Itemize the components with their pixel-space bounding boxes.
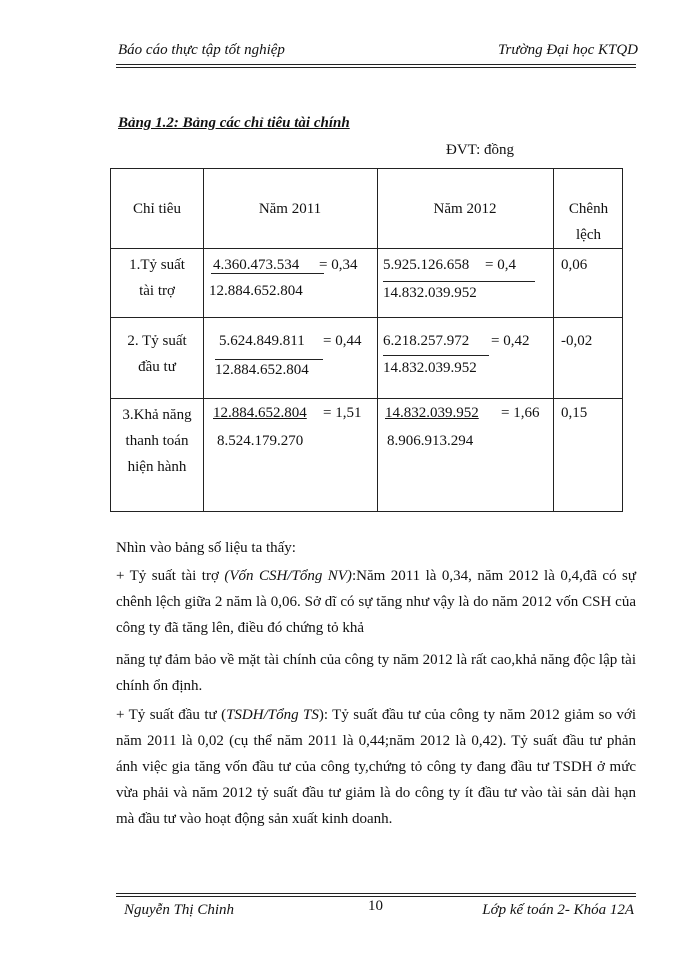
header-year-2012: Năm 2012 [433, 201, 497, 217]
row2-2012-result: = 0,42 [491, 333, 530, 349]
row2-2011-denominator: 12.884.652.804 [215, 362, 309, 378]
header-diff-line2: lệch [576, 227, 601, 243]
row1-label-line1: 1.Tỷ suất [129, 257, 185, 273]
row3-2011-result: = 1,51 [323, 405, 362, 421]
row2-diff: -0,02 [561, 333, 593, 349]
header-right-text: Trường Đại học KTQD [498, 42, 638, 58]
row-divider [111, 248, 622, 249]
row-divider [111, 398, 622, 399]
row1-2011-result: = 0,34 [319, 257, 358, 273]
row3-label-line3: hiện hành [127, 459, 187, 475]
p1-text: :Năm 2011 là 0,34, năm 2012 là 0,4,đã có sự chênh lệch giữa 2 năm là 0,06. Sở dĩ có sự tăng như vậy là do năm 2012 vốn CSH của công ty đã tăng lên, điều đó chứng tỏ khả [116, 568, 637, 636]
column-divider [553, 169, 554, 511]
header-left-text: Báo cáo thực tập tốt nghiệp [118, 42, 285, 58]
financial-indicators-table [110, 168, 623, 512]
header-rule [116, 64, 636, 65]
paragraph-financing-ratio-cont: năng tự đảm bảo về mặt tài chính của công ty năm 2012 là rất cao,khả năng độc lập tài chính ổn định. [116, 652, 636, 694]
row1-label-line2: tài trợ [139, 283, 175, 299]
header-year-2011: Năm 2011 [258, 201, 322, 217]
row3-label-line2: thanh toán [125, 433, 189, 449]
page-number: 10 [368, 898, 383, 914]
column-divider [203, 169, 204, 511]
fraction-line [211, 273, 324, 274]
row2-2011-result: = 0,44 [323, 333, 362, 349]
fraction-line [383, 355, 489, 356]
row1-2011-numerator: 4.360.473.534 [213, 257, 300, 273]
row1-2012-denominator: 14.832.039.952 [383, 285, 477, 301]
paragraph-investment-ratio [116, 702, 636, 832]
row2-label-line2: đầu tư [138, 359, 176, 375]
unit-label: ĐVT: đồng [446, 142, 514, 158]
footer-author: Nguyễn Thị Chinh [124, 902, 235, 918]
footer-rule [116, 893, 636, 894]
p2-formula: TSDH/Tổng TS [226, 707, 319, 723]
row-divider [111, 317, 622, 318]
row2-2012-denominator: 14.832.039.952 [383, 360, 477, 376]
paragraph-financing-ratio [116, 563, 636, 641]
row1-diff: 0,06 [561, 257, 588, 273]
header-indicator: Chỉ tiêu [133, 201, 181, 217]
row3-label-line1: 3.Khả năng [122, 407, 192, 423]
p1-formula: (Vốn CSH/Tổng NV) [224, 568, 352, 584]
body-intro: Nhìn vào bảng số liệu ta thấy: [116, 540, 296, 556]
row3-2011-numerator: 12.884.652.804 [213, 405, 307, 421]
header-rule-double [116, 67, 636, 68]
header-diff-line1: Chênh [568, 201, 609, 217]
p1-prefix: + Tỷ suất tài trợ [116, 568, 225, 584]
row1-2012-numerator: 5.925.126.658 [383, 257, 470, 273]
row3-2012-numerator: 14.832.039.952 [385, 405, 479, 421]
row3-diff: 0,15 [561, 405, 588, 421]
row2-label-line1: 2. Tỷ suất [127, 333, 187, 349]
row3-2012-denominator: 8.906.913.294 [387, 433, 474, 449]
column-divider [377, 169, 378, 511]
table-title: Bảng 1.2: Bảng các chỉ tiêu tài chính [118, 115, 350, 131]
footer-class: Lớp kế toán 2- Khóa 12A [482, 902, 634, 918]
p2-text: ): Tỷ suất đầu tư của công ty năm 2012 giảm so với năm 2011 là 0,02 (cụ thể năm 2011 là 0,44;năm 2012 là 0,42). Tỷ suất đầu tư phản ánh việc gia tăng vốn đầu tư của công ty,chứng tỏ công ty đang đầu tư TSDH ở mức vừa phải và năm 2012 tỷ suất đầu tư giảm là do công ty ít đầu tư vào tài sản dài hạn mà đầu tư vào hoạt động sản xuất kinh doanh. [116, 707, 636, 827]
row3-2012-result: = 1,66 [501, 405, 540, 421]
row1-2012-result: = 0,4 [485, 257, 516, 273]
footer-rule-double [116, 896, 636, 897]
p2-prefix: + Tỷ suất đầu tư ( [116, 707, 227, 723]
row2-2012-numerator: 6.218.257.972 [383, 333, 470, 349]
fraction-line [383, 281, 535, 282]
row3-2011-denominator: 8.524.179.270 [217, 433, 304, 449]
row1-2011-denominator: 12.884.652.804 [209, 283, 303, 299]
row2-2011-numerator: 5.624.849.811 [219, 333, 305, 349]
